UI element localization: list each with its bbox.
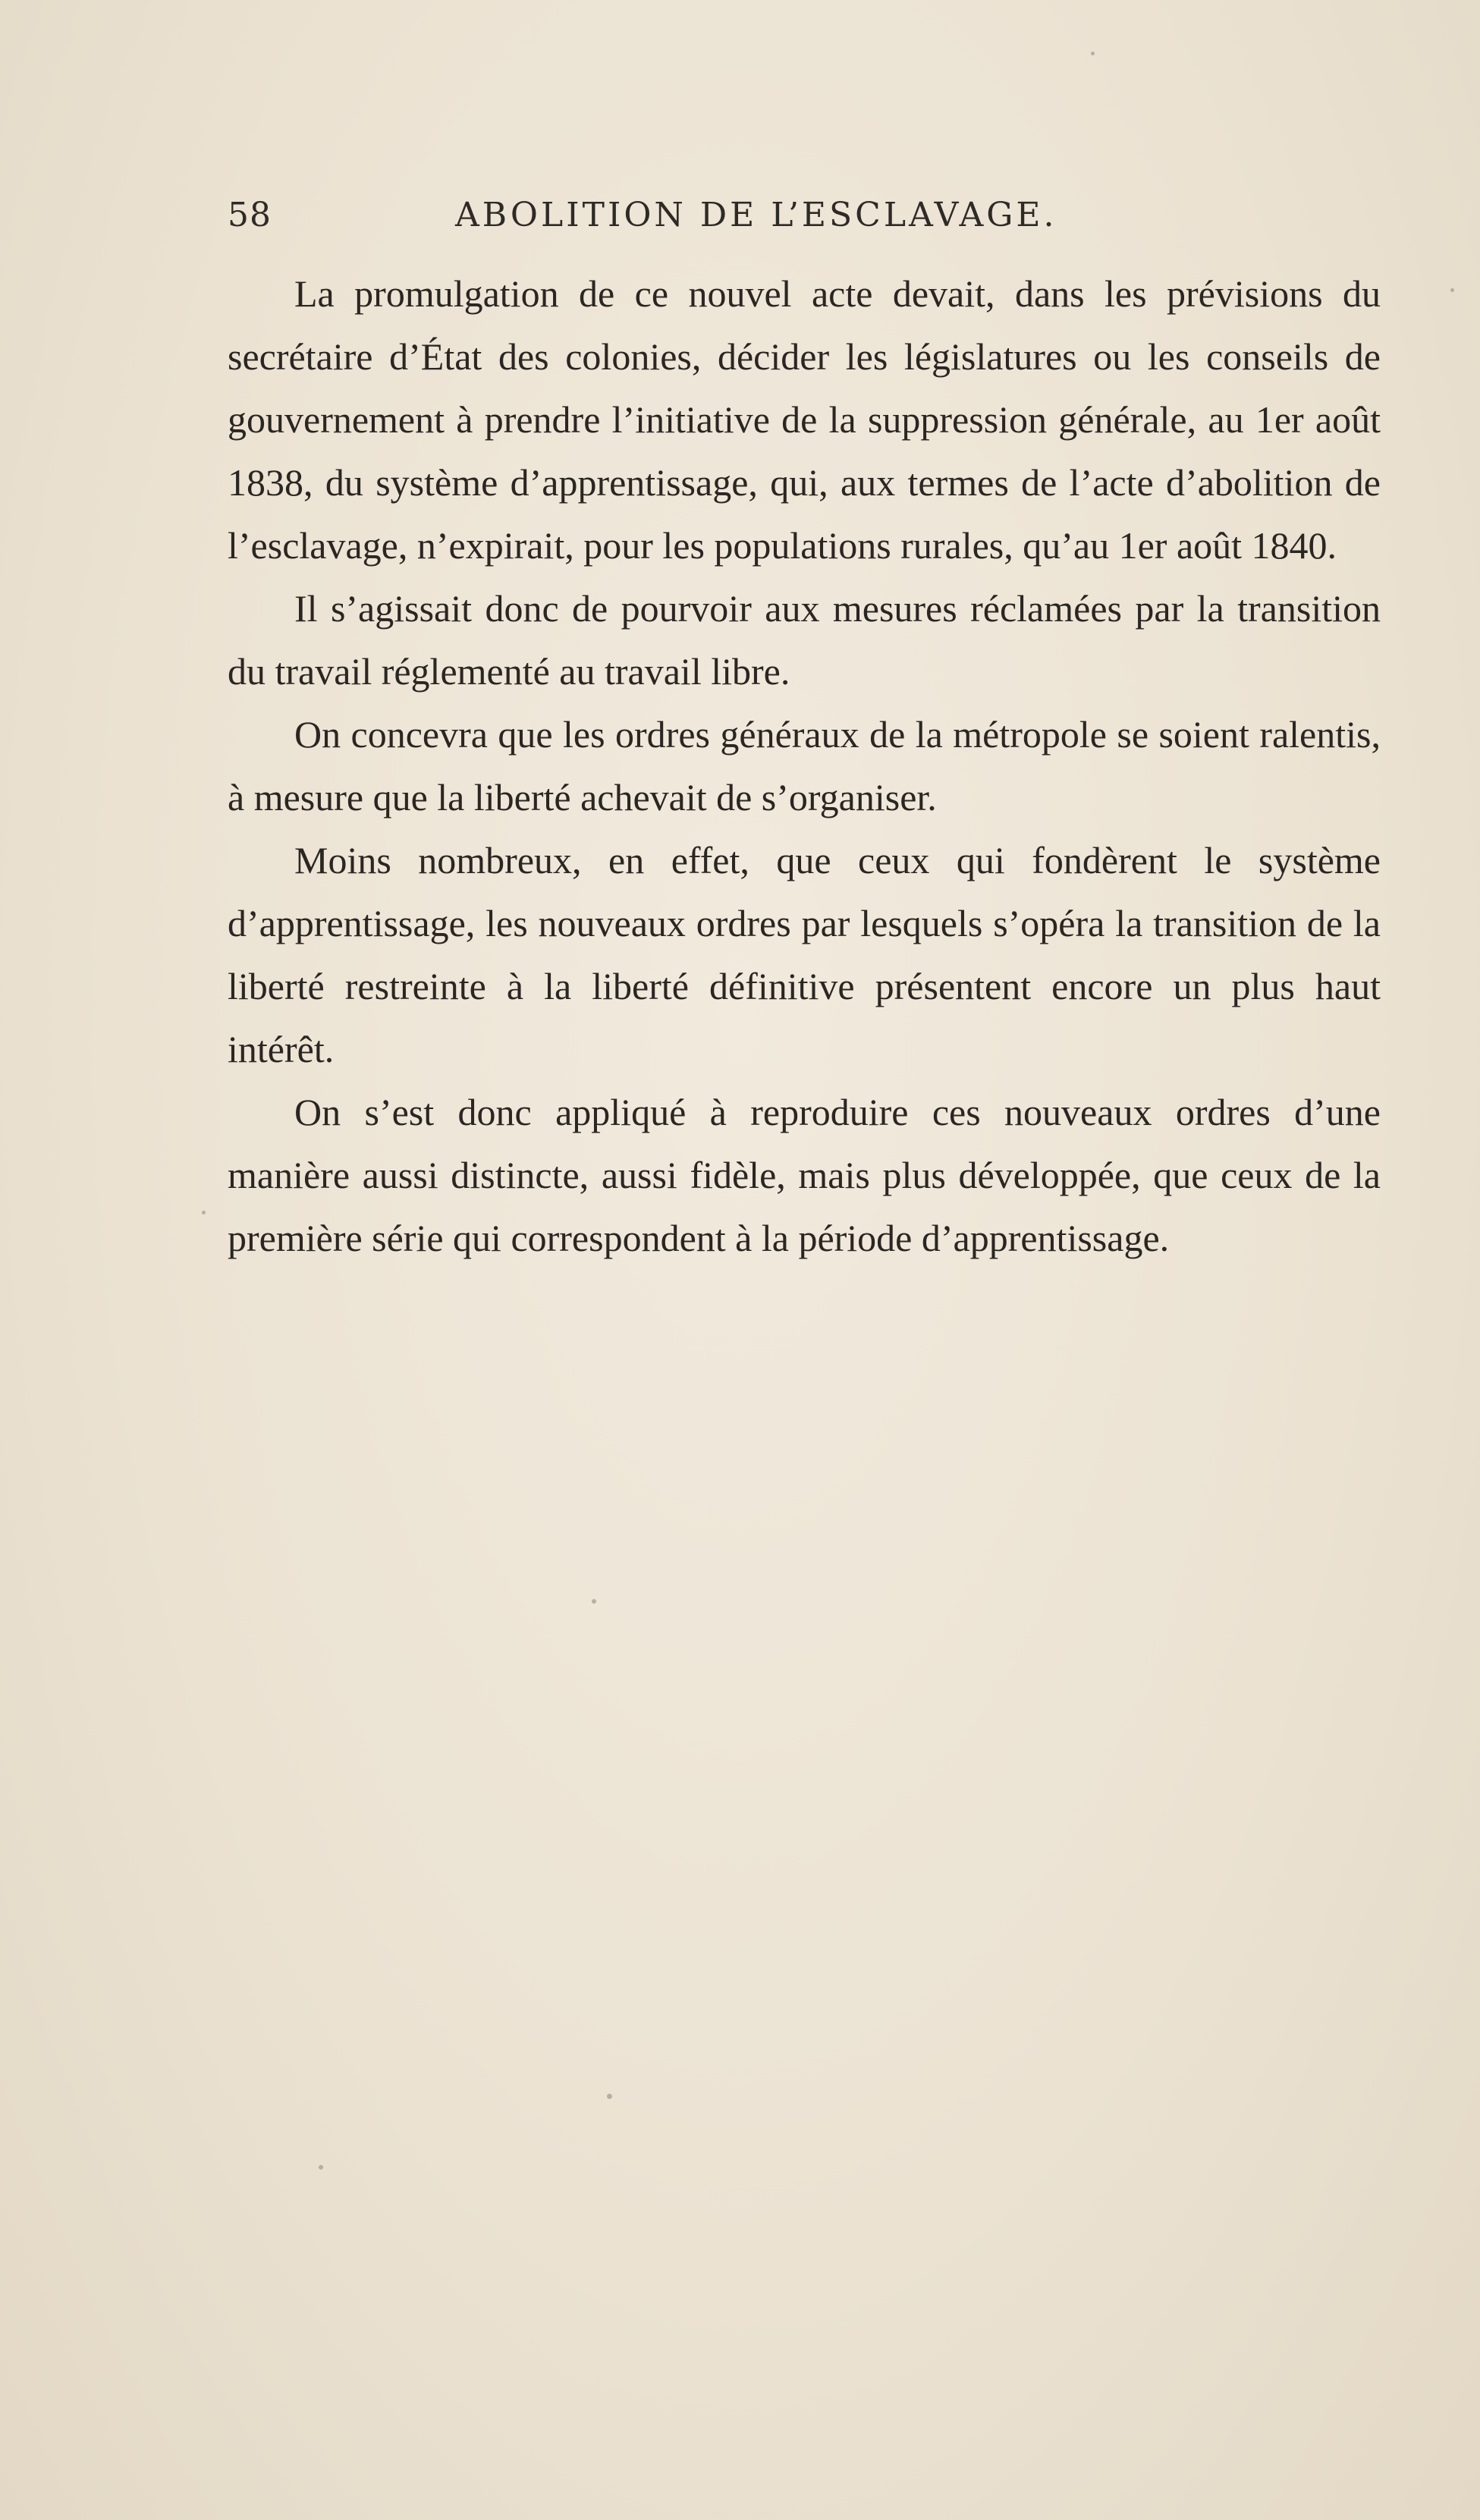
paragraph-2: Il s’agissait donc de pourvoir aux mesures réclamées par la transition du travail réglementé au travail libre. <box>228 587 1381 693</box>
page-number: 58 <box>228 196 272 234</box>
paragraph-1: La promulgation de ce nouvel acte devait, dans les prévisions du secrétaire d’État des colonies, décider les législatures ou les conseils de gouvernement à prendre l’initiative de la suppression générale, au 1er août 1838, du système d’apprentissage, qui, aux termes de l’acte d’abolition de l’esclavage, n’expirait, pour les populations rurales, qu’au 1er août 1840. <box>228 272 1381 567</box>
paper-speck <box>1450 288 1454 292</box>
paper-speck <box>592 1599 596 1604</box>
body-text <box>228 262 1381 1270</box>
paragraph-3: On concevra que les ordres généraux de la métropole se soient ralentis, à mesure que la liberté achevait de s’organiser. <box>228 713 1381 819</box>
paper-speck <box>319 2165 323 2170</box>
paragraph-4: Moins nombreux, en effet, que ceux qui fondèrent le système d’apprentissage, les nouveaux ordres par lesquels s’opéra la transition de la liberté restreinte à la liberté définitive présentent encore un plus haut intérêt. <box>228 839 1381 1070</box>
paragraph-5: On s’est donc appliqué à reproduire ces nouveaux ordres d’une manière aussi distincte, aussi fidèle, mais plus développée, que ceux de la première série qui correspondent à la période d’apprentissage. <box>228 1091 1381 1259</box>
running-header <box>228 196 1381 249</box>
paper-speck <box>202 1211 206 1214</box>
paper-speck <box>607 2094 612 2099</box>
running-title: ABOLITION DE L’ESCLAVAGE. <box>455 196 1057 234</box>
paper-speck <box>1091 52 1095 55</box>
